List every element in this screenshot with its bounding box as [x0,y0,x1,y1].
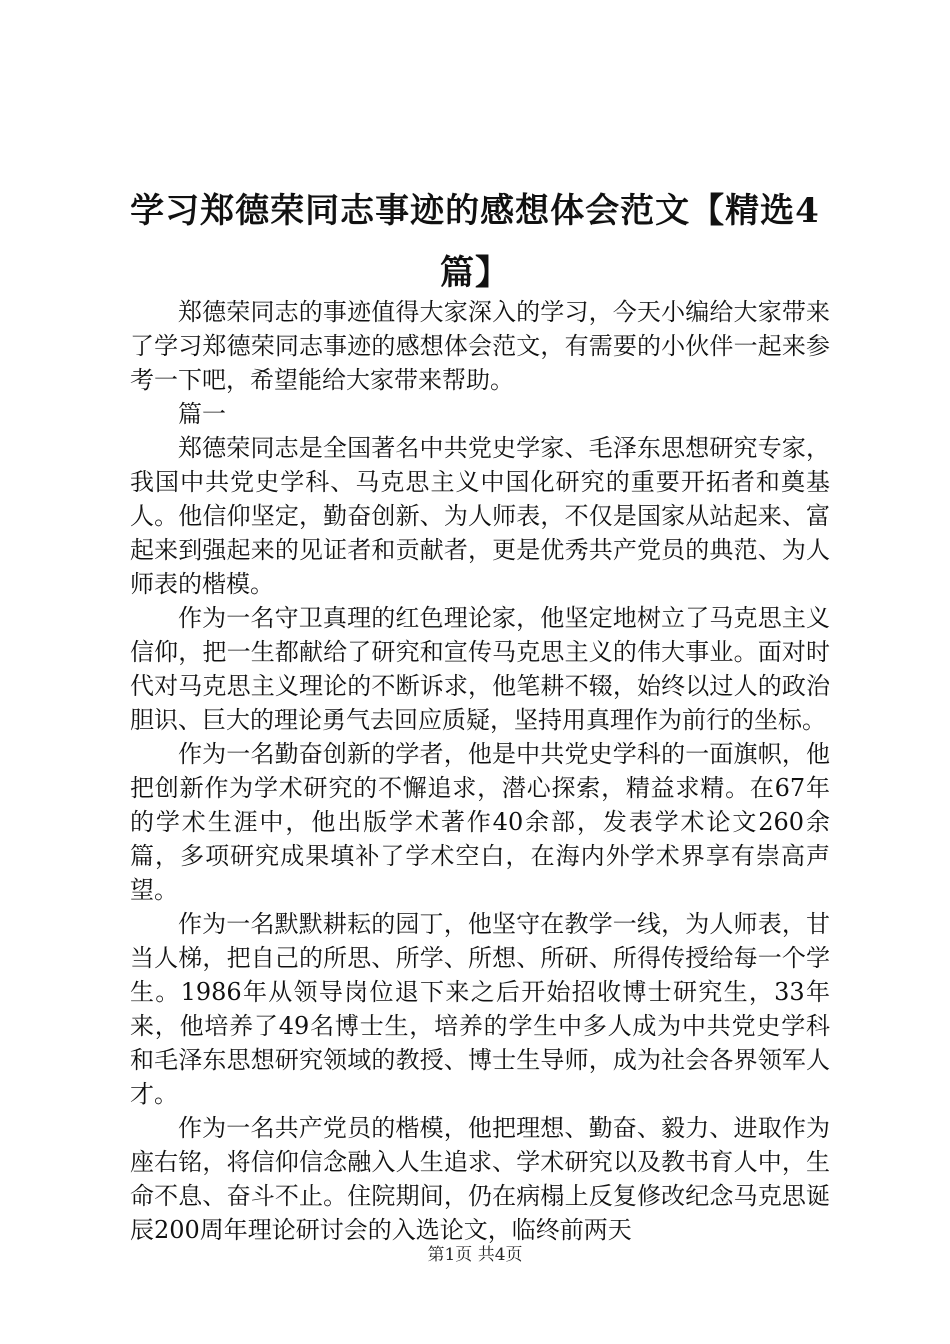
paragraph: 作为一名勤奋创新的学者，他是中共党史学科的一面旗帜，他把创新作为学术研究的不懈追求，潜心探索，精益求精。在67年的学术生涯中，他出版学术著作40余部，发表学术论文260余篇，多项研究成果填补了学术空白，在海内外学术界享有崇高声望。 [130,740,830,904]
paragraph: 作为一名守卫真理的红色理论家，他坚定地树立了马克思主义信仰，把一生都献给了研究和宣传马克思主义的伟大事业。面对时代对马克思主义理论的不断诉求，他笔耕不辍，始终以过人的政治胆识、巨大的理论勇气去回应质疑，坚持用真理作为前行的坐标。 [130,604,830,734]
page-number-footer: 第1页 共4页 [427,1245,523,1265]
paragraph: 作为一名共产党员的楷模，他把理想、勤奋、毅力、进取作为座右铭，将信仰信念融入人生追求、学术研究以及教书育人中，生命不息、奋斗不止。住院期间，仍在病榻上反复修改纪念马克思诞辰200周年理论研讨会的入选论文，临终前两天 [130,1114,830,1244]
paragraph-intro: 郑德荣同志的事迹值得大家深入的学习，今天小编给大家带来了学习郑德荣同志事迹的感想体会范文，有需要的小伙伴一起来参考一下吧，希望能给大家带来帮助。 [130,298,830,394]
document-title: 学习郑德荣同志事迹的感想体会范文【精选4篇】 [130,191,820,293]
paragraph: 郑德荣同志是全国著名中共党史学家、毛泽东思想研究专家，我国中共党史学科、马克思主义中国化研究的重要开拓者和奠基人。他信仰坚定，勤奋创新、为人师表，不仅是国家从站起来、富起来到强起来的见证者和贡献者，更是优秀共产党员的典范、为人师表的楷模。 [130,434,830,598]
section-heading: 篇一 [178,400,226,428]
document-body [130,295,830,1247]
paragraph: 作为一名默默耕耘的园丁，他坚守在教学一线，为人师表，甘当人梯，把自己的所思、所学、所想、所研、所得传授给每一个学生。1986年从领导岗位退下来之后开始招收博士研究生，33年来，他培养了49名博士生，培养的学生中多人成为中共党史学科和毛泽东思想研究领域的教授、博士生导师，成为社会各界领军人才。 [130,910,830,1108]
